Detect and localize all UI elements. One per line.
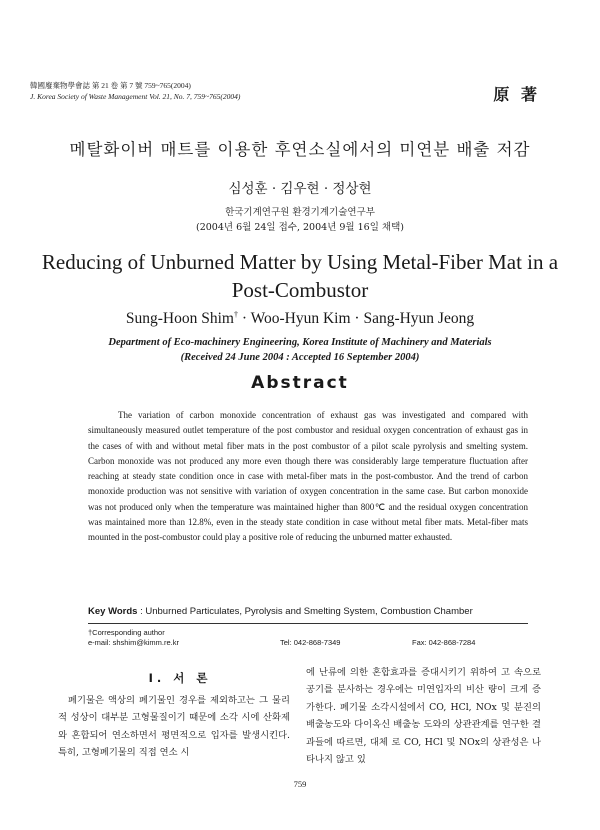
footnote-divider: [88, 623, 528, 624]
corresponding-dagger: †: [233, 310, 238, 319]
affiliation-english-institute: Department of Eco-machinery Engineering, Korea Institute of Machinery and Materials: [108, 337, 492, 348]
correspondence: [88, 628, 179, 648]
authors-english: [0, 310, 600, 328]
keywords-text: : Unburned Particulates, Pyrolysis and Smelting System, Combustion Chamber: [140, 606, 473, 617]
keywords-label: Key Words: [88, 606, 138, 617]
body-column-left: 폐기물은 액상의 폐기물인 경우를 제외하고는 그 물리적 성상이 대부분 고형물질이기 때문에 소각 시에 산화제와 혼합되어 연소하면서 평면적으로 입자를 발생시킨다. 특히, 고형폐기물의 직접 연소 시: [58, 695, 290, 759]
abstract-body: The variation of carbon monoxide concentration of exhaust gas was investigated and compared with simultaneously measured outlet temperature of the post combustor and residual oxygen concentration of exhaust gas in the cases of with and without metal fiber mats in the post combustor of a pilot scale pyrolysis and smelting system. Carbon monoxide was not produced any more even though there was considerably large temperature fluctuation after reaching at steady state condition once in case with metal-fiber mats in the post-combustor. And the trend of carbon monoxide production was not sensitive with variation of oxygen concentration in the same case. But carbon monoxide was not produced only when the temperature was maintained higher than 800℃ and the residual oxygen concentration was maintained more than 12.8%, even in the steady state condition in case without metal fiber mats. Metal-fiber mats mounted in the post-combustor could play a positive role of reducing the unburned matter exhausted.: [88, 410, 528, 543]
authors-korean: 심성훈 · 김우현 · 정상현: [228, 181, 372, 197]
journal-citation-en: J. Korea Society of Waste Management Vol. 21, No. 7, 759~765(2004): [30, 92, 241, 101]
affiliation-english: [0, 335, 600, 365]
journal-citation-ko: 韓國廢棄物學會誌 第 21 卷 第 7 號 759~765(2004): [30, 81, 191, 90]
correspondence-tel: Tel: 042-868-7349: [280, 638, 341, 647]
affiliation-korean-institute: 한국기계연구원 환경기계기술연구부: [225, 207, 375, 218]
journal-citation: [30, 80, 240, 102]
article-type-badge: 原 著: [493, 85, 540, 104]
corresponding-author-label: †Corresponding author: [88, 628, 165, 637]
title-english: Reducing of Unburned Matter by Using Metal-Fiber Mat in a Post-Combustor: [41, 250, 559, 302]
abstract-heading: Abstract: [251, 373, 349, 393]
page-number: 759: [293, 779, 307, 789]
correspondence-email: e-mail: shshim@kimm.re.kr: [88, 638, 179, 647]
author-others: · Woo-Hyun Kim · Sang-Hyun Jeong: [237, 310, 475, 328]
dates-korean: (2004년 6월 24일 접수, 2004년 9월 16일 채택): [196, 222, 404, 233]
dates-english: (Received 24 June 2004 : Accepted 16 September 2004): [180, 352, 420, 363]
section-heading-introduction: I. 서 론: [148, 671, 212, 685]
body-column-right: 에 난류에 의한 혼합효과를 증대시키기 위하여 고 속으로 공기를 분사하는 경우에는 미연입자의 비산 량이 크게 증가한다. 폐기물 소각시설에서 CO, HCl, NOx 및 분진의 배출농도와 다이옥신 배출농 도와의 상관관계를 연구한 결과들에 따르면, 대체 로 CO, HCl 및 NOx의 상관성은 나타나지 않고 있: [306, 667, 541, 766]
keywords: [88, 606, 473, 617]
author-first: Sung-Hoon Shim: [125, 310, 234, 328]
affiliation-korean: [0, 205, 600, 235]
title-korean: 메탈화이버 매트를 이용한 후연소실에서의 미연분 배출 저감: [69, 140, 531, 159]
correspondence-fax: Fax: 042-868-7284: [412, 638, 476, 647]
